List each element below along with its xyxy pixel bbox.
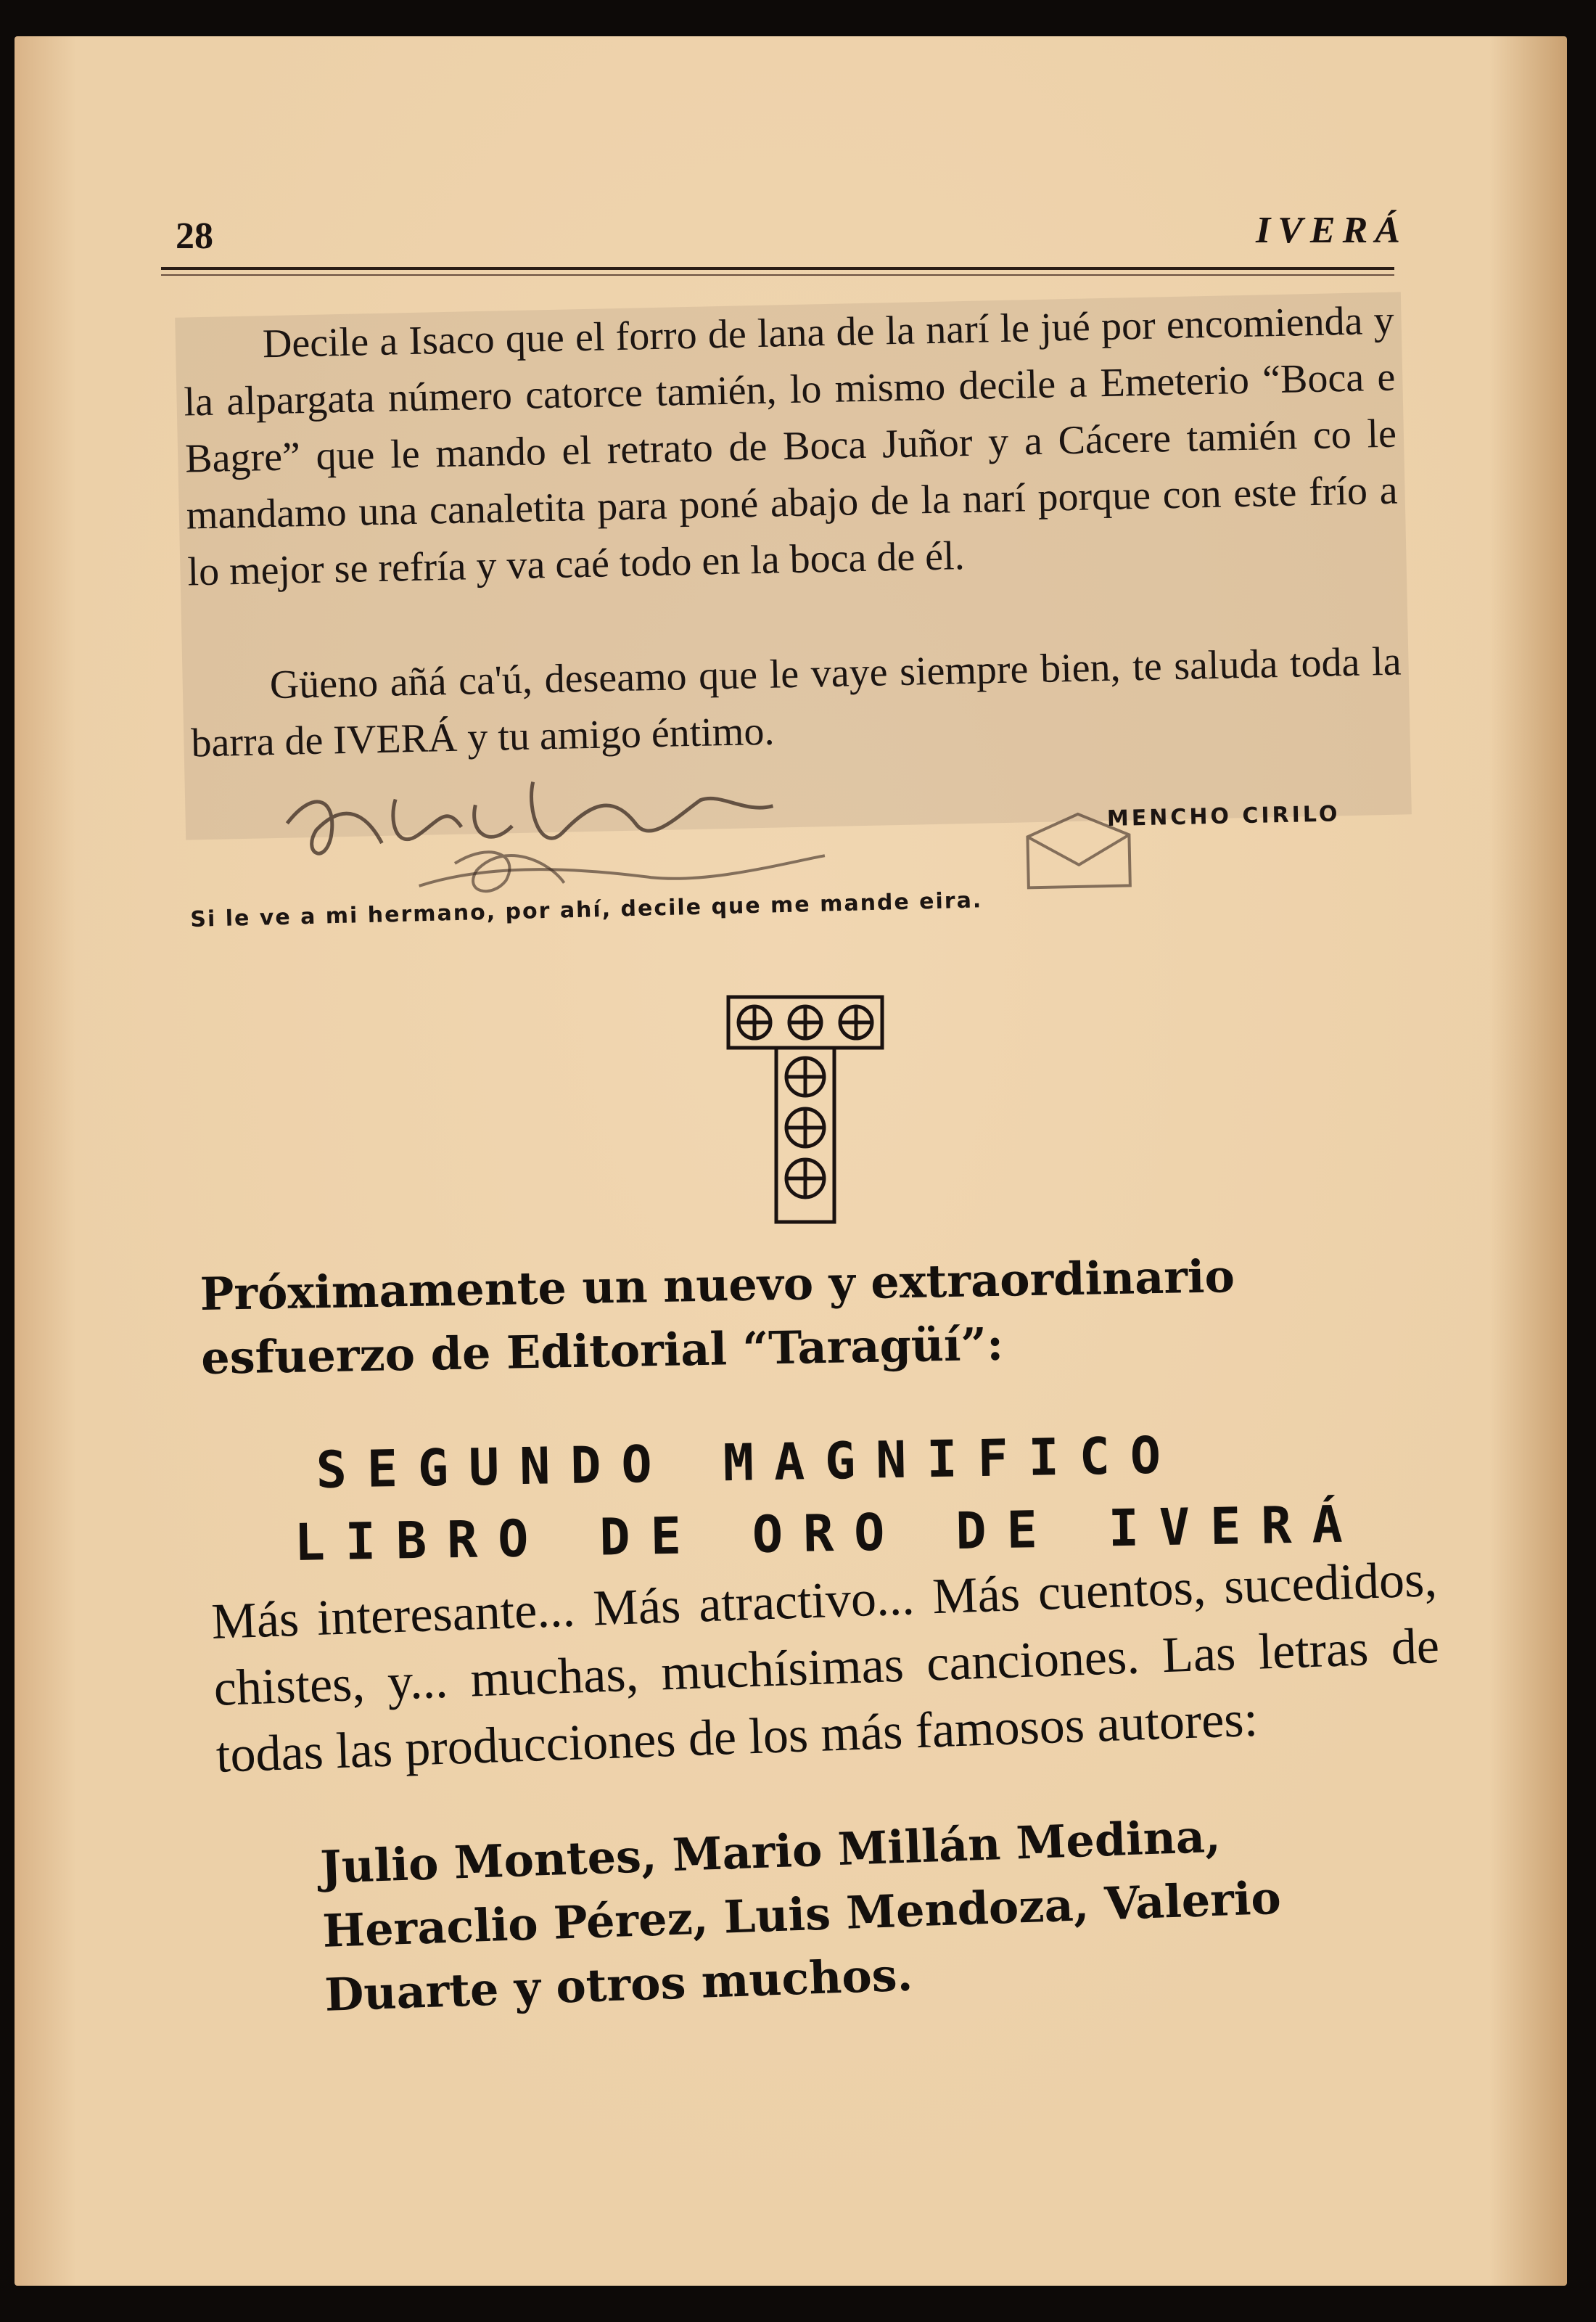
announcement-description: Más interesante... Más atractivo... Más cuentos, sucedidos, chistes, y... muchas, muchísimas canciones. Las letras de todas las producciones de los más famosos autores: bbox=[210, 1551, 1441, 1784]
announcement-heading-1: SEGUNDO MAGNIFICO bbox=[316, 1425, 1182, 1500]
header-rule-thin bbox=[161, 274, 1394, 276]
letter-paragraph-1: Decile a Isaco que el forro de lana de la narí le jué por encomienda y la alpargata número catorce tamién, lo mismo decile a Emeterio “Boca e Bagre” que le mando el retrato de Boca Juñor y a Cácere tamién co le mandamo una canaletita para poné abajo de la narí porque con este frío a lo mejor se refría y va caé todo en la boca de él. bbox=[183, 298, 1399, 595]
page-header bbox=[161, 209, 1407, 274]
ornamental-initial-t-icon bbox=[725, 994, 885, 1226]
handwritten-signature bbox=[271, 745, 898, 903]
page-number: 28 bbox=[176, 216, 213, 257]
letter-section bbox=[175, 292, 1414, 941]
postscript: Si le ve a mi hermano, por ahí, decile que me mande eira. bbox=[190, 887, 983, 932]
announcement-intro: Próximamente un nuevo y extraordinario esfuerzo de Editorial “Taragüí”: bbox=[200, 1250, 1235, 1384]
header-rule bbox=[161, 267, 1394, 270]
signer-name: MENCHO CIRILO bbox=[1106, 801, 1341, 832]
magazine-name: IVERÁ bbox=[1256, 210, 1407, 251]
announcement-authors: Julio Montes, Mario Millán Medina, Heraclio Pérez, Luis Mendoza, Valerio Duarte y otros muchos. bbox=[319, 1809, 1282, 2022]
letter-paragraph-2: Güeno añá ca'ú, deseamo que le vaye siempre bien, te saluda toda la barra de IVERÁ y tu amigo éntimo. bbox=[190, 639, 1402, 766]
announcement-heading-2: LIBRO DE ORO DE IVERÁ bbox=[294, 1494, 1364, 1572]
